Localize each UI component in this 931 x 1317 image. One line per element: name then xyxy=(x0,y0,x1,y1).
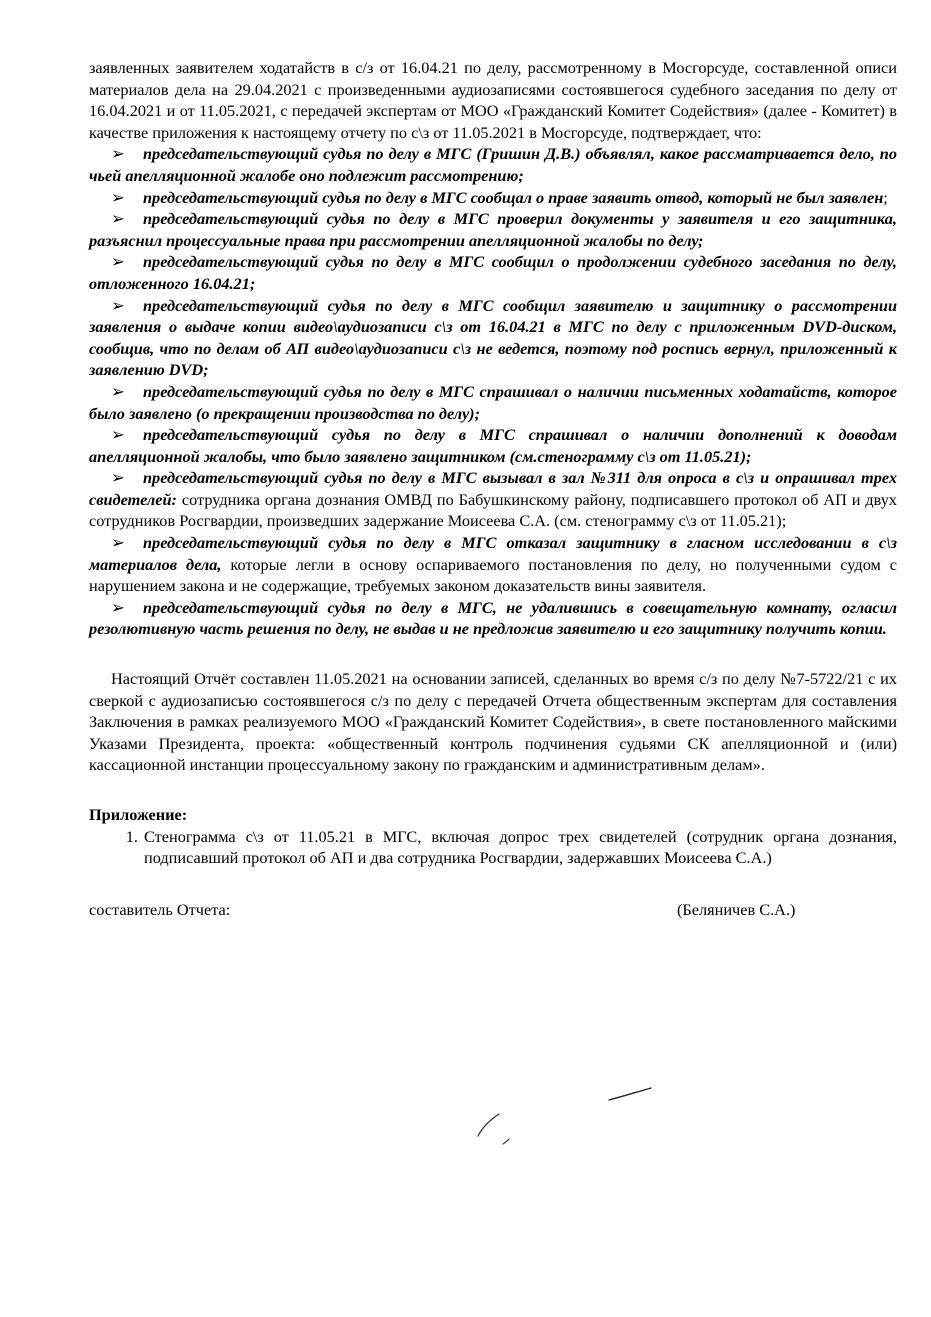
findings-list xyxy=(89,143,897,640)
arrow-bullet-icon: ➢ xyxy=(111,144,125,164)
intro-paragraph: заявленных заявителем ходатайств в с/з от 16.04.21 по делу, рассмотренному в Мосгорсуде, составленной описи материалов дела на 29.04.2021 с произведенными аудиозаписями состоявшегося судебного заседания по делу от 16.04.2021 и от 11.05.2021, с передачей экспертам от МОО «Гражданский Комитет Содействия» (далее - Комитет) в качестве приложения к настоящему отчету по с\з от 11.05.2021 в Мосгорсуде, подтверждает, что: xyxy=(89,58,897,142)
signature-mark-icon xyxy=(606,1083,654,1105)
arrow-bullet-icon: ➢ xyxy=(111,533,125,553)
appendix-title: Приложение: xyxy=(89,805,188,824)
finding-bold: председательствующий судья по делу в МГС сообщал о праве заявить отвод, который не был заявлен xyxy=(143,187,884,207)
finding-item xyxy=(89,381,897,424)
finding-item xyxy=(89,532,897,597)
finding-bold: председательствующий судья по делу в МГС сообщил о продолжении судебного заседания по делу, отложенного 16.04.21; xyxy=(89,252,897,293)
finding-bold: председательствующий судья по делу в МГС спрашивал о наличии письменных ходатайств, которое было заявлено (о прекращении производства по делу); xyxy=(89,381,897,423)
finding-item xyxy=(89,467,897,532)
finding-bold: председательствующий судья по делу в МГС спрашивал о наличии дополнений к доводам апелляционной жалобы, что было заявлено защитником (см.стенограмму с\з от 11.05.21); xyxy=(89,425,897,466)
arrow-bullet-icon: ➢ xyxy=(111,597,125,617)
arrow-bullet-icon: ➢ xyxy=(111,425,125,445)
finding-plain: сотрудника органа дознания ОМВД по Бабушкинскому району, подписавшего протокол об АП и двух сотрудников Росгвардии, произведших задержание Моисеева С.А. (см. стенограмму с\з от 11.05.21); xyxy=(89,489,897,531)
finding-item xyxy=(89,143,897,186)
arrow-bullet-icon: ➢ xyxy=(111,252,125,272)
finding-bold: председательствующий судья по делу в МГС (Гришин Д.В.) объявлял, какое рассматривается дело, по чьей апелляционной жалобе оно подлежит рассмотрению; xyxy=(89,144,897,185)
signature-stroke-icon xyxy=(472,1108,520,1150)
finding-bold: председательствующий судья по делу в МГС отказал защитнику в гласном исследовании в с\з материалов дела, xyxy=(89,533,897,574)
arrow-bullet-icon: ➢ xyxy=(111,381,125,401)
finding-item xyxy=(89,295,897,381)
arrow-bullet-icon: ➢ xyxy=(111,187,125,207)
finding-item xyxy=(89,251,897,294)
appendix-list xyxy=(89,826,897,869)
finding-bold: председательствующий судья по делу в МГС вызывал в зал №311 для опроса в с\з и опрашивал трех свидетелей: xyxy=(89,468,897,509)
finding-item xyxy=(89,424,897,467)
arrow-bullet-icon: ➢ xyxy=(111,468,125,488)
finding-plain: которые легли в основу оспариваемого постановления по делу, но полученными судом с нарушением закона и не содержащие, требуемых законом доказательств вины заявителя. xyxy=(89,554,897,596)
signature-label: составитель Отчета: xyxy=(89,899,231,919)
appendix-item-text: Стенограмма с\з от 11.05.21 в МГС, включая допрос трех свидетелей (сотрудник органа дознания, подписавший протокол об АП и два сотрудника Росгвардии, задержавших Моисеева С.А.) xyxy=(144,826,897,868)
document-page xyxy=(89,57,897,923)
signature-name: (Беляничев С.А.) xyxy=(677,899,796,919)
finding-bold: председательствующий судья по делу в МГС сообщил заявителю и защитнику о рассмотрении заявления о выдаче копии видео\аудиозаписи с\з от 16.04.21 в МГС по делу с приложенным DVD-диском, сообщив, что по делам об АП видео\аудиозаписи с\з не ведется, поэтому под роспись вернул, приложенный к заявлению DVD; xyxy=(89,295,897,380)
finding-plain: ; xyxy=(883,187,888,207)
appendix-item-number: 1. xyxy=(125,826,138,846)
finding-item xyxy=(89,187,897,209)
finding-item xyxy=(89,208,897,251)
arrow-bullet-icon: ➢ xyxy=(111,209,125,229)
finding-bold: председательствующий судья по делу в МГС, не удалившись в совещательную комнату, огласил резолютивную часть решения по делу, не выдав и не предложив заявителю и его защитнику получить копии. xyxy=(89,597,897,639)
finding-item xyxy=(89,597,897,640)
arrow-bullet-icon: ➢ xyxy=(111,295,125,315)
signature-row xyxy=(89,899,897,923)
closing-paragraph: Настоящий Отчёт составлен 11.05.2021 на основании записей, сделанных во время с/з по делу №7-5722/21 с их сверкой с аудиозаписью состоявшегося с/з по делу с передачей Отчета общественным экспертам для составления Заключения в рамках реализуемого МОО «Гражданский Комитет Содействия», в свете постановленного майскими Указами Президента, проекта: «общественный контроль подчинения судьями СК апелляционной и (или) кассационной инстанции процессуальному закону по гражданским и административным делам». xyxy=(89,669,897,775)
appendix-item xyxy=(89,826,897,869)
finding-bold: председательствующий судья по делу в МГС проверил документы у заявителя и его защитника, разъяснил процессуальные права при рассмотрении апелляционной жалобы по делу; xyxy=(89,209,897,250)
